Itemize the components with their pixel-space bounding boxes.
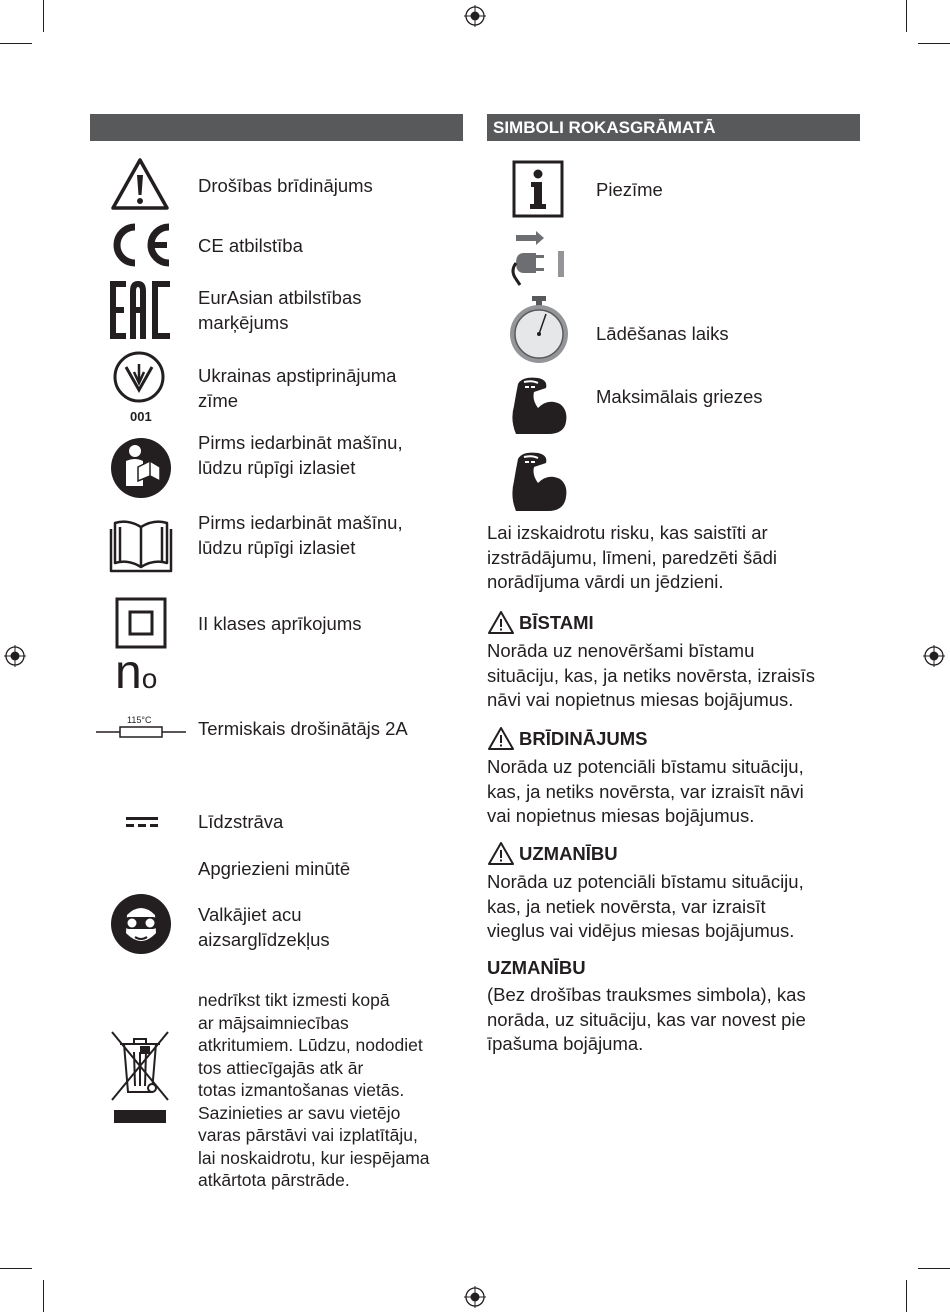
goggles-label-line: aizsarglīdzekļus [198,929,330,950]
crop-mark [918,43,950,44]
crop-mark [918,1268,950,1269]
caution-line: vieglus vai vidējus miesas bojājumus. [487,920,795,941]
danger-paragraph [487,639,859,713]
thermal-fuse-label: Termiskais drošinātājs 2A [198,718,408,739]
warning-triangle-icon [487,610,515,635]
read-manual-label [198,430,403,480]
intro-line: norādījuma vārdi un jēdzieni. [487,571,724,592]
caution-line: kas, ja netiek novērsta, var izraisīt [487,895,766,917]
ce-label: CE atbilstība [198,235,303,256]
read-manual-label-line: Pirms iedarbināt mašīnu, [198,432,403,453]
weee-line: Sazinieties ar savu vietējo [198,1102,401,1123]
registration-mark-icon [464,5,486,27]
no-load-speed-icon: no [115,646,158,699]
unplug-icon [510,231,570,287]
open-book-label-line: lūdzu rūpīgi izlasiet [198,537,356,558]
goggles-label [198,902,330,952]
intro-line: Lai izskaidrotu risku, kas saistīti ar [487,522,768,543]
danger-line: situāciju, kas, ja netiks novērsta, izraisīs [487,664,815,686]
wear-goggles-icon [110,893,172,955]
crop-mark [906,1280,907,1312]
charging-time-label: Lādēšanas laiks [596,323,729,344]
intro-line: izstrādājumu, līmeni, paredzēti šādi [487,546,777,568]
thermal-fuse-icon [96,724,186,740]
warning-line: Norāda uz potenciāli bīstamu situāciju, [487,756,804,777]
weee-line: atkārtota pārstrāde. [198,1170,350,1190]
left-section-header [90,114,463,141]
max-torque-label: Maksimālais griezes [596,386,763,407]
caution-line: Norāda uz potenciāli bīstamu situāciju, [487,871,804,892]
warning-paragraph [487,755,859,829]
weee-line: totas izmantošanas vietās. [198,1080,405,1100]
info-icon [512,160,564,218]
weee-line: nedrīkst tikt izmesti kopā [198,990,390,1010]
caution-no-symbol-paragraph [487,983,859,1057]
warning-triangle-icon [487,841,515,866]
weee-line: tos attiecīgajās atk ār [198,1057,364,1078]
max-torque-arm-icon [508,374,568,436]
eac-label-line: EurAsian atbilstības [198,287,362,308]
class-ii-double-square-icon [115,597,167,649]
class-ii-label: II klases aprīkojums [198,613,362,634]
warning-heading [487,726,647,751]
note-label: Piezīme [596,179,663,200]
warning-triangle-icon [110,157,170,211]
caution-no-symbol-heading: UZMANĪBU [487,957,586,978]
eac-label-line: marķējums [198,312,289,333]
danger-title: BĪSTAMI [519,612,594,633]
read-manual-person-icon [110,437,172,499]
danger-heading [487,610,594,635]
eac-label [198,285,362,335]
weee-line: ar mājsaimniecības [198,1012,349,1033]
direct-current-icon [126,816,158,828]
registration-mark-icon [923,645,945,667]
caution-no-symbol-line: īpašuma bojājuma. [487,1033,644,1054]
crop-mark [43,1280,44,1312]
registration-mark-icon [464,1286,486,1308]
ukraine-approval-code: 001 [130,409,152,424]
crop-mark [0,1268,32,1269]
stopwatch-icon [508,296,570,366]
ce-mark-icon [108,221,174,269]
ukraine-approval-icon [110,350,168,406]
open-book-label-line: Pirms iedarbināt mašīnu, [198,512,403,533]
warning-title: BRĪDINĀJUMS [519,728,648,749]
ukraine-label-line: zīme [198,390,239,411]
danger-line: Norāda uz nenovēršami bīstamu [487,640,755,661]
read-manual-label-line: lūdzu rūpīgi izlasiet [198,457,356,478]
arm-icon [508,449,568,513]
caution-heading [487,841,618,866]
open-book-icon [108,515,174,575]
open-book-label [198,510,403,560]
weee-line: varas pārstāvi vai izplatītāju, [198,1125,418,1145]
ukraine-approval-label [198,363,396,413]
risk-intro-paragraph [487,521,859,595]
weee-text [198,989,430,1192]
weee-line: atkritumiem. Lūdzu, nododiet [198,1035,423,1055]
caution-no-symbol-line: norāda, uz situāciju, kas var novest pie [487,1008,806,1030]
dc-label: Līdzstrāva [198,811,284,832]
thermal-fuse-temp: 115°C [127,715,152,725]
caution-no-symbol-line: (Bez drošības trauksmes simbola), kas [487,984,806,1005]
eac-mark-icon [110,281,172,339]
danger-line: nāvi vai nopietnus miesas bojājumus. [487,689,794,710]
rpm-label: Apgriezieni minūtē [198,858,351,879]
crop-mark [906,0,907,32]
warning-line: vai nopietnus miesas bojājumus. [487,805,755,826]
caution-title: UZMANĪBU [519,843,618,864]
registration-mark-icon [4,645,26,667]
crop-mark [43,0,44,32]
right-section-header: SIMBOLI ROKASGRĀMATĀ [487,114,860,141]
crop-mark [0,43,32,44]
warning-triangle-icon [487,726,515,751]
goggles-label-line: Valkājiet acu [198,904,302,925]
crossed-out-bin-icon [108,1030,172,1126]
warning-label: Drošības brīdinājums [198,175,373,196]
ukraine-label-line: Ukrainas apstiprinājuma [198,365,397,386]
warning-line: kas, ja netiks novērsta, var izraisīt nāvi [487,780,804,802]
weee-line: lai noskaidrotu, kur iespējama [198,1147,430,1168]
caution-paragraph [487,870,859,944]
